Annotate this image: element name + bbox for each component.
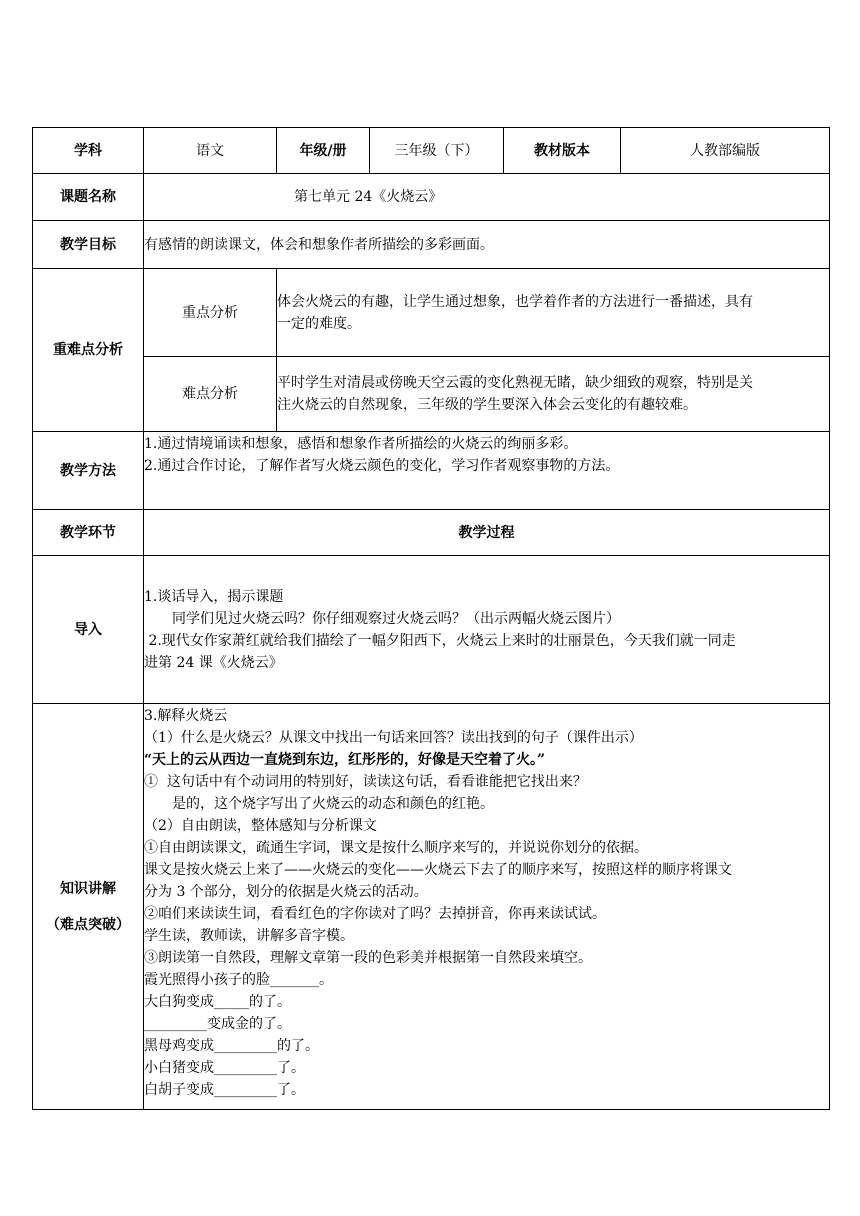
edition-label: 教材版本 (504, 128, 621, 174)
grade-value: 三年级（下） (370, 128, 504, 174)
grade-label: 年级/册 (277, 128, 370, 174)
knowledge-line: ① 这句话中有个动词用的特别好，读读这句话，看看谁能把它找出来？ (144, 774, 587, 790)
subject-value: 语文 (144, 128, 277, 174)
knowledge-line: 学生读，教师读，讲解多音字模。 (144, 928, 354, 944)
knowledge-line: 3.解释火烧云 (144, 708, 228, 724)
section-title: 教学过程 (144, 510, 830, 556)
lesson-row (33, 174, 830, 221)
knowledge-line: 课文是按火烧云上来了——火烧云的变化——火烧云下去了的顺序来写，按照这样的顺序将课文 (144, 862, 732, 878)
fill-blank-line: _________变成金的了。 (144, 1016, 291, 1032)
difficult-analysis-line: 平时学生对清晨或傍晚天空云霞的变化熟视无睹，缺少细致的观察，特别是关 (277, 375, 753, 391)
lesson-plan-table (32, 127, 830, 1110)
section-row (33, 510, 830, 556)
section-label: 教学环节 (33, 510, 144, 556)
key-analysis-label: 重点分析 (144, 269, 277, 357)
fill-blank-line: 黑母鸡变成_________的了。 (144, 1038, 319, 1054)
lesson-label: 课题名称 (33, 174, 144, 221)
subject-label: 学科 (33, 128, 144, 174)
intro-text (144, 556, 830, 704)
goal-value: 有感情的朗读课文，体会和想象作者所描绘的多彩画面。 (144, 221, 830, 269)
knowledge-line: （2）自由朗读，整体感知与分析课文 (144, 818, 377, 834)
knowledge-line: （1）什么是火烧云？从课文中找出一句话来回答？读出找到的句子（课件出示） (144, 730, 643, 746)
method-line: 2.通过合作讨论，了解作者写火烧云颜色的变化，学习作者观察事物的方法。 (144, 458, 620, 474)
intro-label: 导入 (33, 556, 144, 704)
difficult-analysis-line: 注火烧云的自然现象，三年级的学生要深入体会云变化的有趣较难。 (277, 397, 697, 413)
knowledge-label-line2: （难点突破） (46, 916, 130, 933)
knowledge-text (144, 704, 830, 1110)
intro-line: 同学们见过火烧云吗？你仔细观察过火烧云吗？（出示两幅火烧云图片） (172, 610, 620, 627)
method-text (144, 432, 830, 510)
goal-row (33, 221, 830, 269)
intro-row (33, 556, 830, 704)
edition-value: 人教部编版 (621, 128, 830, 174)
intro-line: 2.现代女作家萧红就给我们描绘了一幅夕阳西下，火烧云上来时的壮丽景色，今天我们就一同走 (144, 632, 736, 649)
method-line: 1.通过情境诵读和想象，感悟和想象作者所描绘的火烧云的绚丽多彩。 (144, 436, 578, 452)
difficult-analysis-text (277, 357, 830, 432)
difficult-analysis-label: 难点分析 (144, 357, 277, 432)
method-row (33, 432, 830, 510)
header-row (33, 128, 830, 174)
knowledge-label-line1: 知识讲解 (60, 880, 116, 897)
key-analysis-row (33, 269, 830, 357)
knowledge-line: 分为 3 个部分，划分的依据是火烧云的活动。 (144, 884, 428, 900)
key-analysis-line: 体会火烧云的有趣，让学生通过想象，也学着作者的方法进行一番描述，具有 (277, 293, 753, 310)
difficult-analysis-row (33, 357, 830, 432)
intro-line: 进第 24 课《火烧云》 (144, 654, 283, 671)
knowledge-line: ③朗读第一自然段，理解文章第一段的色彩美并根据第一自然段来填空。 (144, 950, 592, 966)
key-analysis-text (277, 269, 830, 357)
analysis-label: 重难点分析 (33, 269, 144, 432)
fill-blank-line: 小白猪变成_________了。 (144, 1060, 305, 1076)
knowledge-label (33, 704, 144, 1110)
fill-blank-line: 霞光照得小孩子的脸_______。 (144, 972, 333, 988)
knowledge-line: 是的，这个烧字写出了火烧云的动态和颜色的红艳。 (172, 796, 494, 812)
knowledge-quote: “天上的云从西边一直烧到东边，红彤彤的，好像是天空着了火。” (144, 752, 546, 768)
fill-blank-line: 白胡子变成_________了。 (144, 1082, 305, 1098)
lesson-value: 第七单元 24《火烧云》 (144, 174, 830, 221)
knowledge-row (33, 704, 830, 1110)
knowledge-line: ②咱们来读读生词，看看红色的字你读对了吗？去掉拼音，你再来读试试。 (144, 906, 606, 922)
knowledge-line: ①自由朗读课文，疏通生字词，课文是按什么顺序来写的，并说说你划分的依据。 (144, 840, 648, 856)
key-analysis-line: 一定的难度。 (277, 315, 361, 332)
goal-label: 教学目标 (33, 221, 144, 269)
fill-blank-line: 大白狗变成_____的了。 (144, 994, 291, 1010)
method-label: 教学方法 (33, 432, 144, 510)
intro-line: 1.谈话导入，揭示课题 (144, 588, 284, 605)
